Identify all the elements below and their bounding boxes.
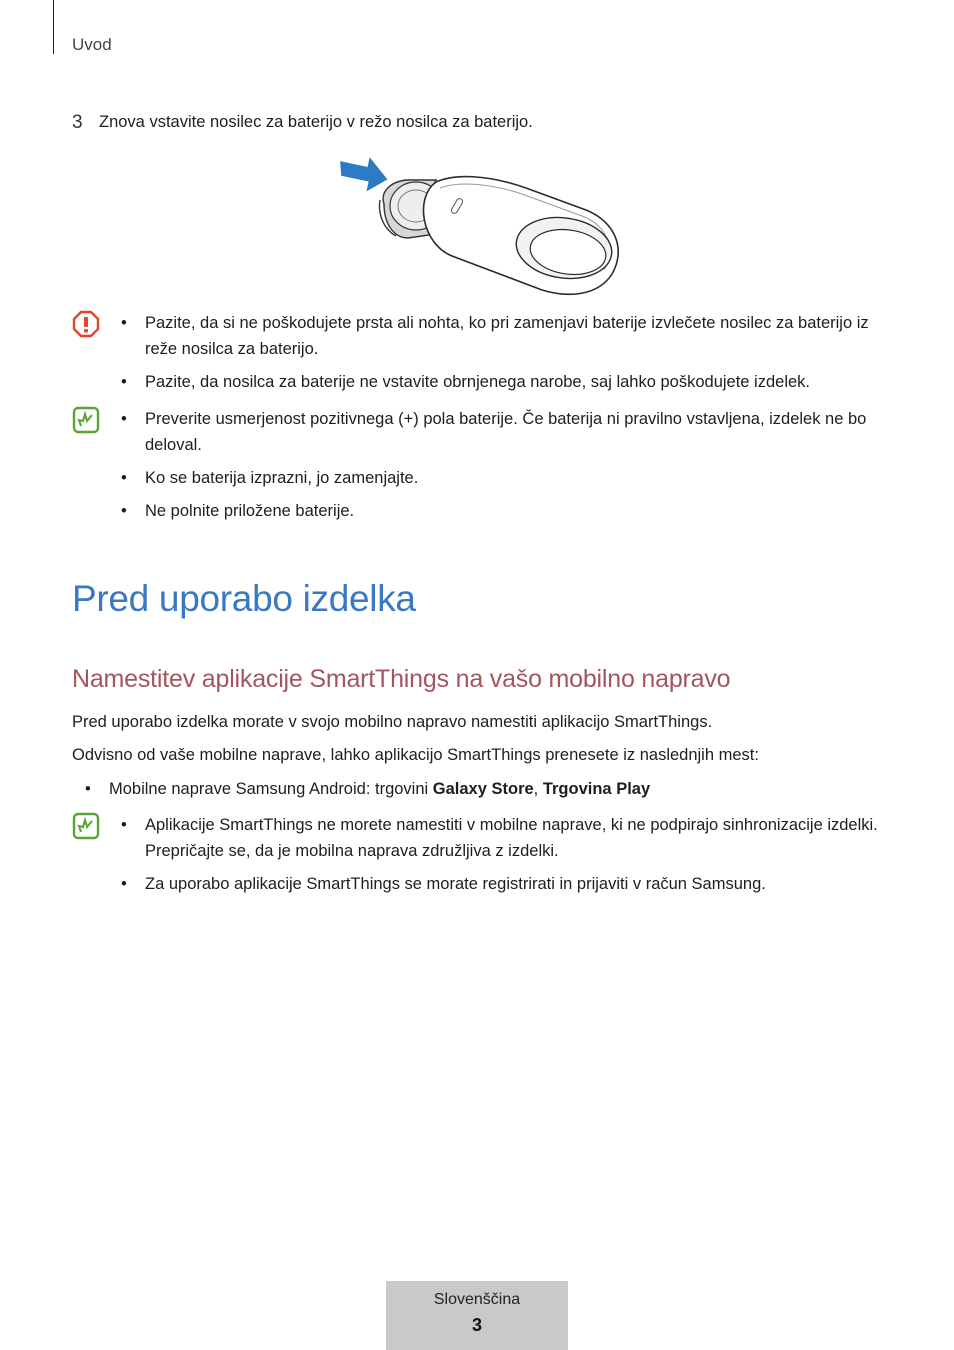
- bullet-prefix: Mobilne naprave Samsung Android: trgovini: [109, 780, 433, 798]
- list-item: • Preverite usmerjenost pozitivnega (+) pola baterije. Če baterija ni pravilno vstavljena, izdelek ne bo deloval.: [121, 406, 881, 458]
- page-title: Pred uporabo izdelka: [72, 578, 416, 619]
- step-text: Znova vstavite nosilec za baterijo v režo nosilca za baterijo.: [99, 113, 533, 131]
- section-subtitle: Namestitev aplikacije SmartThings na vašo mobilno napravo: [72, 665, 731, 693]
- header-rule: [53, 0, 54, 54]
- list-item: • Ko se baterija izprazni, jo zamenjajte.: [121, 465, 881, 491]
- page-footer: [386, 1281, 568, 1350]
- section-label: Uvod: [72, 35, 112, 54]
- galaxy-store-label: Galaxy Store: [432, 780, 534, 798]
- note-list: [121, 812, 881, 904]
- page-number: 3: [471, 1315, 482, 1335]
- insert-arrow-icon: [336, 152, 391, 195]
- paragraph: Pred uporabo izdelka morate v svojo mobilno napravo namestiti aplikacijo SmartThings.: [72, 713, 713, 731]
- play-store-label: Trgovina Play: [542, 780, 651, 798]
- store-list-item: [72, 780, 650, 799]
- list-item: • Za uporabo aplikacije SmartThings se morate registrirati in prijaviti v račun Samsung.: [121, 871, 881, 897]
- list-item: • Aplikacije SmartThings ne morete namestiti v mobilne naprave, ki ne podpirajo sinhronizacije izdelki. Prepričajte se, da je mobilna naprava združljiva z izdelki.: [121, 812, 881, 864]
- footer-language: Slovenščina: [433, 1291, 521, 1308]
- separator: ,: [533, 780, 543, 798]
- list-item: • Pazite, da nosilca za baterije ne vstavite obrnjenega narobe, saj lahko poškodujete izdelek.: [121, 369, 881, 395]
- note-icon: [72, 812, 100, 840]
- caution-icon: [72, 310, 100, 338]
- step-number: 3: [72, 112, 83, 133]
- caution-list: [121, 310, 881, 402]
- paragraph: Odvisno od vaše mobilne naprave, lahko aplikacijo SmartThings prenesete iz naslednjih mest:: [72, 746, 759, 764]
- list-item: • Ne polnite priložene baterije.: [121, 498, 881, 524]
- note-icon: [72, 406, 100, 434]
- list-item: • Pazite, da si ne poškodujete prsta ali nohta, ko pri zamenjavi baterije izvlečete nosilec za baterijo iz reže nosilca za baterijo.: [121, 310, 881, 362]
- battery-holder-illustration: [336, 152, 626, 298]
- note-list: [121, 406, 881, 531]
